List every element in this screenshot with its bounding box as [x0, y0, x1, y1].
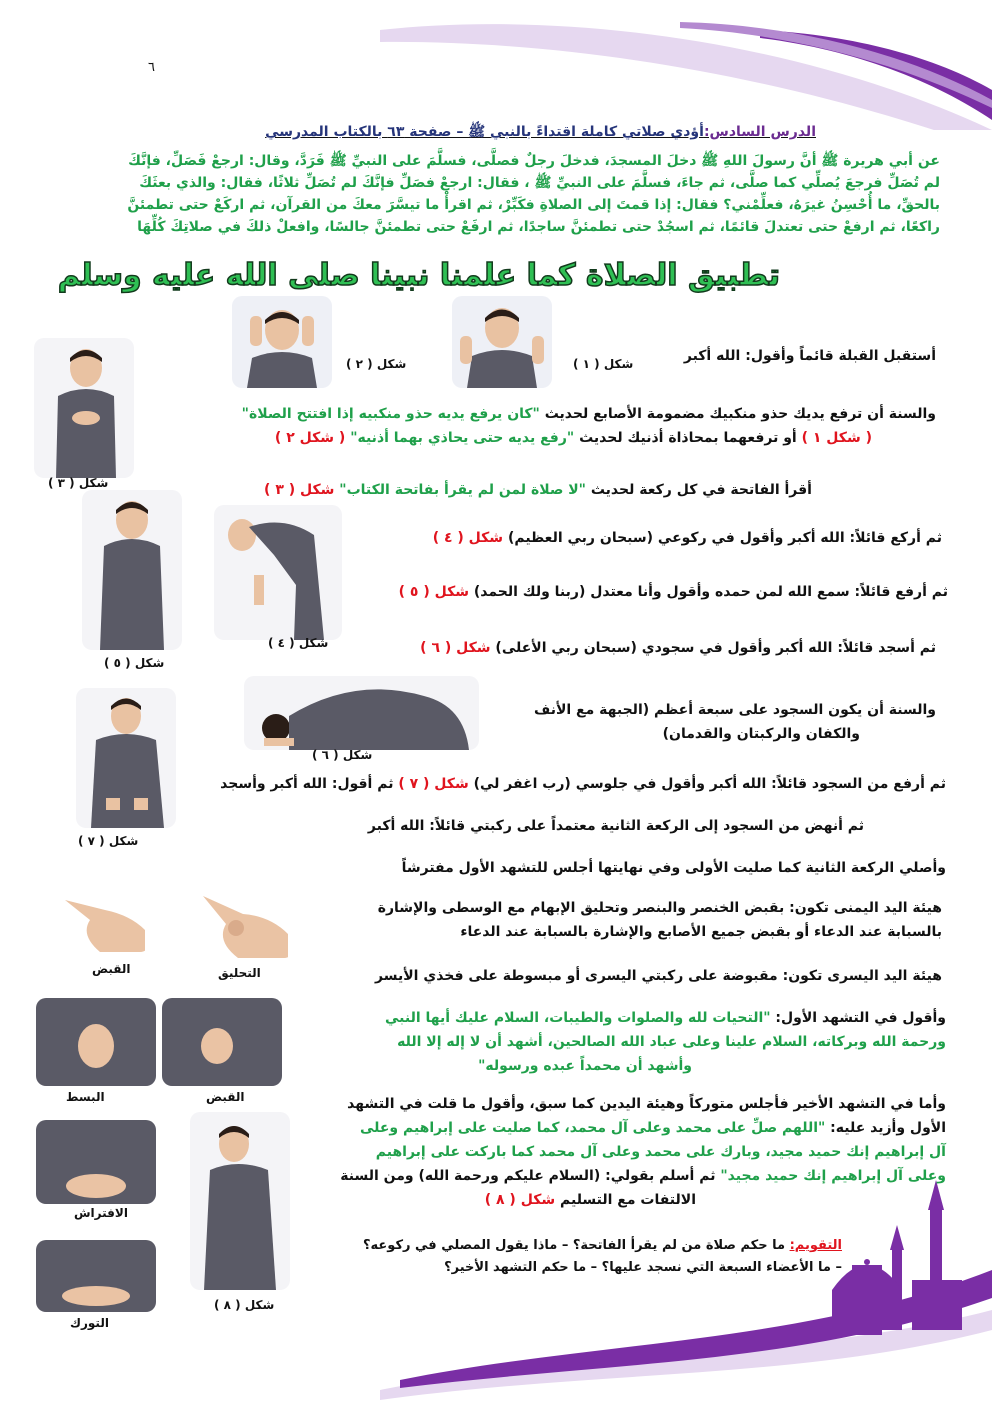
label-bast: البسط — [66, 1090, 105, 1104]
figure-1-photo — [452, 296, 552, 388]
page-number: ٦ — [148, 60, 155, 75]
step-14-line-b: الأول وأزيد عليه: "اللهم صلِّ على محمد وعلى آل محمد، كما صليت على إبراهيم وعلى — [359, 1120, 946, 1136]
step-14-line-d: وعلى آل إبراهيم إنك حميد مجيد" ثم أسلم بقولي: (السلام عليكم ورحمة الله) ومن السنة — [340, 1168, 946, 1184]
step-5: ثم أرفع قائلاً: سمع الله لمن حمده وأقول وأنا معتدل (ربنا ولك الحمد) شكل ( ٥ ) — [398, 584, 948, 600]
hadith-line: لم تُصَلِّ فرجعَ يُصلِّي كما صلَّى، ثم جاءَ، فسلَّمَ على النبيِّ ﷺ ، فقال: ارجعْ فصَلِّ فإنَّكَ لم تُصَلِّ ثلاثًا، فقال: والذي بعثَكَ — [139, 175, 940, 191]
step-14-line-c: آل إبراهيم إنك حميد مجيد، وبارك على محمد وعلى آل محمد كما باركت على إبراهيم — [375, 1144, 946, 1160]
step-8: ثم أرفع من السجود قائلاً: الله أكبر وأقول في جلوسي (رب اغفر لي) شكل ( ٧ ) ثم أقول: الله أكبر وأسجد — [220, 776, 946, 792]
step-7-line-a: والسنة أن يكون السجود على سبعة أعظم (الجبهة مع الأنف — [534, 702, 936, 718]
label-iftirash: الافتراش — [74, 1206, 128, 1220]
step-13-line-b: ورحمة الله وبركاته، السلام علينا وعلى عباد الله الصالحين، أشهد أن لا إله إلا الله — [397, 1034, 946, 1050]
figure-6-caption: شكل ( ٦ ) — [312, 748, 373, 762]
iftirash-photo — [36, 1120, 156, 1204]
figure-4-caption: شكل ( ٤ ) — [268, 636, 329, 650]
step-10: وأصلي الركعة الثانية كما صليت الأولى وفي نهايتها أجلس للتشهد الأول مفترشاً — [401, 860, 946, 876]
label-qabd: القبض — [92, 962, 131, 976]
hand-qabd2-photo — [162, 998, 282, 1086]
hadith-line: عن أبي هريرة ﷺ أنَّ رسولَ اللهِ ﷺ دخلَ المسجدَ، فدخلَ رجلٌ فصلَّى، فسلَّمَ على النبيِّ ﷺ فَرَدَّ، وقال: ارجعْ فَصَلِّ، فإنَّكَ — [128, 153, 940, 169]
figure-7-caption: شكل ( ٧ ) — [78, 834, 139, 848]
hand-bast-photo — [36, 998, 156, 1086]
step-6: ثم أسجد قائلاً: الله أكبر وأقول في سجودي (سبحان ربي الأعلى) شكل ( ٦ ) — [420, 640, 936, 656]
label-qabd2: القبض — [206, 1090, 245, 1104]
figure-6-photo — [244, 676, 479, 750]
hadith-block — [60, 150, 940, 238]
figure-3-photo — [34, 338, 134, 478]
figure-2-photo — [232, 296, 332, 388]
step-2-line-b: ( شكل ١ ) أو ترفعهما بمحاذاة أذنيك لحديث "رفع يديه حتى يحاذي بهما أذنيه" ( شكل ٢ ) — [274, 430, 872, 446]
step-4: ثم أركع قائلاً: الله أكبر وأقول في ركوعي (سبحان ربي العظيم) شكل ( ٤ ) — [432, 530, 942, 546]
label-tahleeq: التحليق — [218, 966, 261, 980]
figure-1-caption: شكل ( ١ ) — [573, 357, 634, 371]
figure-8-photo — [190, 1112, 290, 1290]
step-11-line-a: هيئة اليد اليمنى تكون: بقبض الخنصر والبنصر وتحليق الإبهام مع الوسطى والإشارة — [377, 900, 942, 916]
step-1: أستقبل القبلة قائماً وأقول: الله أكبر — [683, 348, 936, 364]
figure-8-caption: شكل ( ٨ ) — [214, 1298, 275, 1312]
step-2-line-a: والسنة أن ترفع يديك حذو منكبيك مضمومة الأصابع لحديث "كان يرفع يديه حذو منكبيه إذا افتتح الصلاة" — [241, 406, 936, 422]
lesson-title — [265, 122, 816, 144]
step-7-line-b: والكفان والركبتان والقدمان) — [662, 726, 860, 742]
step-9: ثم أنهض من السجود إلى الركعة الثانية معتمداً على ركبتي قائلاً: الله أكبر — [367, 818, 864, 834]
evaluation-line-1: التقويم: ما حكم صلاة من لم يقرأ الفاتحة؟ – ماذا يقول المصلي في ركوعه؟ — [363, 1238, 842, 1253]
hadith-line: راكعًا، ثم ارفعْ حتى تعتدلَ قائمًا، ثم اسجُدْ حتى تطمئنَّ ساجدًا، ثم ارفَعْ حتى تطمئنَّ جالسًا، وافعلْ ذلكَ في صلاتِكَ كُلِّهَا — [137, 219, 940, 235]
lesson-label: الدرس السادس: — [703, 124, 816, 140]
hand-qabd-photo — [60, 880, 150, 952]
hadith-line: بالحقِّ، ما أُحْسِنُ غيرَهُ، فعلِّمْني؟ فقال: إذا قمتَ إلى الصلاةِ فكَبِّرْ، ثم اقرأْ ما تيسَّرَ معكَ من القرآن، ثم اركَعْ حتى تطمئنَّ — [127, 197, 940, 213]
hand-tahleeq-photo — [198, 886, 294, 958]
step-3: أقرأ الفاتحة في كل ركعة لحديث "لا صلاة لمن لم يقرأ بفاتحة الكتاب" شكل ( ٣ ) — [264, 482, 812, 498]
step-14-line-a: وأما في التشهد الأخير فأجلس متوركاً وهيئة اليدين كما سبق، وأقول ما قلت في التشهد — [347, 1096, 946, 1112]
figure-7-photo — [76, 688, 176, 828]
figure-3-caption: شكل ( ٣ ) — [48, 476, 109, 490]
evaluation-line-2: – ما الأعضاء السبعة التي نسجد عليها؟ – ما حكم التشهد الأخير؟ — [444, 1260, 842, 1275]
step-12: هيئة اليد اليسرى تكون: مقبوضة على ركبتي اليسرى أو مبسوطة على فخذي الأيسر — [375, 968, 942, 984]
step-14-line-e: الالتفات مع التسليم شكل ( ٨ ) — [484, 1192, 696, 1208]
step-13-line-a: وأقول في التشهد الأول: "التحيات لله والصلوات والطيبات، السلام عليك أيها النبي — [384, 1010, 946, 1026]
figure-5-photo — [82, 490, 182, 650]
tawarruk-photo — [36, 1240, 156, 1312]
figure-4-photo — [214, 505, 342, 640]
banner-title: تطبيق الصلاة كما علمنا نبينا صلى الله عليه وسلم — [57, 258, 780, 293]
step-13-line-c: وأشهد أن محمداً عبده ورسوله" — [478, 1058, 692, 1074]
step-11-line-b: بالسبابة عند الدعاء أو بقبض جميع الأصابع والإشارة بالسبابة عند الدعاء — [460, 924, 942, 940]
top-swoosh-decoration — [380, 0, 992, 130]
evaluation-label: التقويم: — [789, 1238, 842, 1253]
label-tawarruk: التورك — [70, 1316, 109, 1330]
figure-2-caption: شكل ( ٢ ) — [346, 357, 407, 371]
figure-5-caption: شكل ( ٥ ) — [104, 656, 165, 670]
lesson-text: أؤدي صلاتي كاملة اقتداءً بالنبي ﷺ – صفحة ٦٣ بالكتاب المدرسي — [265, 124, 704, 140]
